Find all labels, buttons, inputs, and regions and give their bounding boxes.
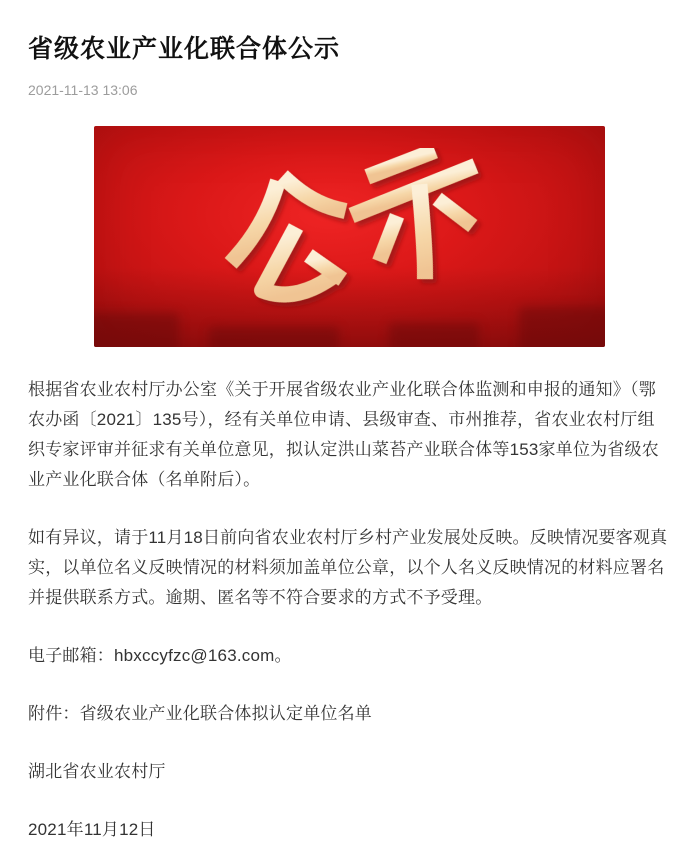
page-title: 省级农业产业化联合体公示 <box>28 35 341 63</box>
paragraph-attachment: 附件：省级农业产业化联合体拟认定单位名单 <box>28 704 372 723</box>
notice-banner-image <box>94 126 605 347</box>
notice-body <box>28 375 671 845</box>
banner-skyline-shape <box>209 327 339 347</box>
paragraph-objection: 如有异议，请于11月18日前向省农业农村厅乡村产业发展处反映。反映情况要客观真实，以单位名义反映情况的材料须加盖单位公章，以个人名义反映情况的材料应署名并提供联系方式。逾期、匿名等不符合要求的方式不予受理。 <box>28 528 668 607</box>
paragraph-agency: 湖北省农业农村厅 <box>28 762 166 781</box>
paragraph-email: 电子邮箱：hbxccyfzc@163.com。 <box>28 646 292 665</box>
gongshi-glyph <box>196 148 496 318</box>
char-shi <box>350 148 489 283</box>
paragraph-issue-date: 2021年11月12日 <box>28 820 156 839</box>
publish-date: 2021-11-13 13:06 <box>28 82 138 98</box>
paragraph-basis: 根据省农业农村厅办公室《关于开展省级农业产业化联合体监测和申报的通知》（鄂农办函〔2021〕135号），经有关单位申请、县级审查、市州推荐，省农业农村厅组织专家评审并征求有关单位意见，拟认定洪山菜苔产业联合体等153家单位为省级农业产业化联合体（名单附后）。 <box>28 380 659 489</box>
banner-skyline-shape <box>519 307 605 347</box>
char-gong <box>222 172 354 305</box>
banner-skyline-shape <box>94 313 179 347</box>
banner-skyline-shape <box>389 323 479 347</box>
